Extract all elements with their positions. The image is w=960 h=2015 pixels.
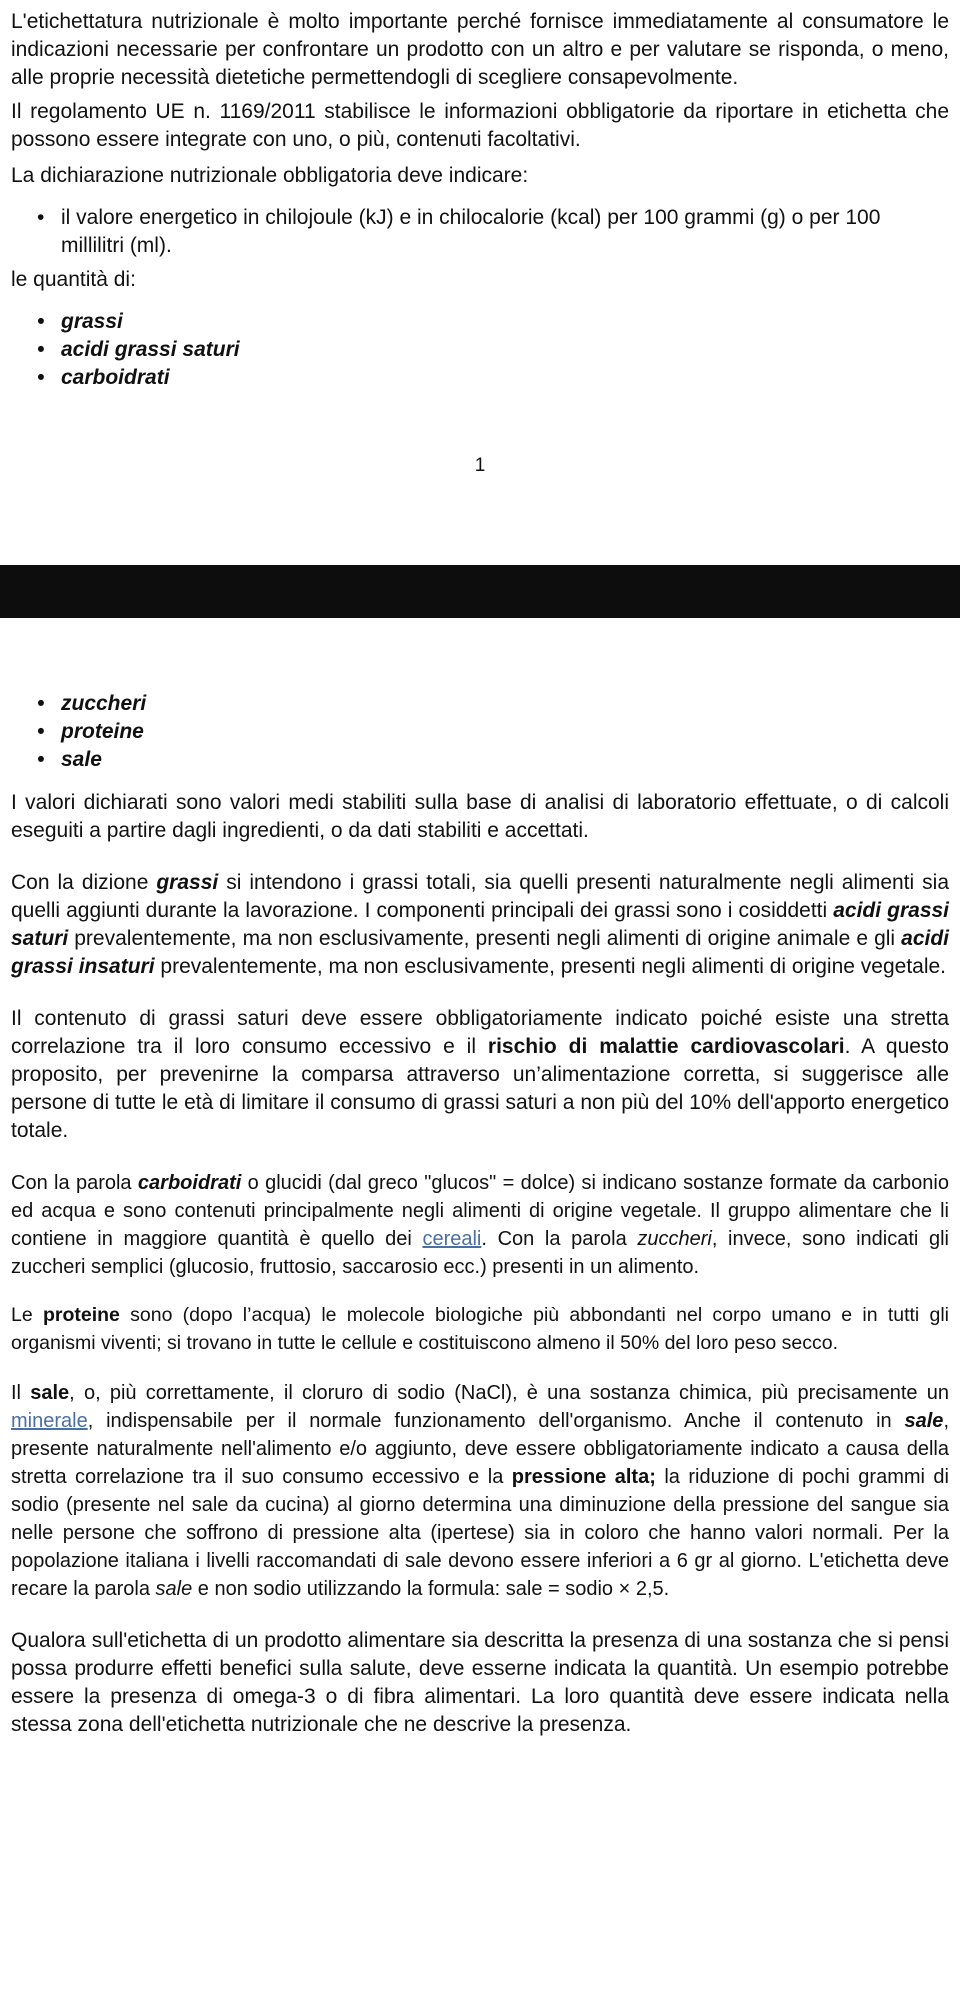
nutrient-list-2 (11, 690, 949, 774)
term-high-pressure: pressione alta; (511, 1466, 656, 1488)
page-number: 1 (474, 455, 486, 476)
term-carboidrati: carboidrati (137, 1172, 242, 1194)
term-proteine: proteine (42, 1304, 120, 1326)
document-page-1 (0, 0, 960, 565)
list-item: • sale (11, 746, 949, 774)
list-item: • proteine (11, 718, 949, 746)
salt-paragraph: Il sale, o, più correttamente, il cloruro di sodio (NaCl), è una sostanza chimica, più precisamente un minerale, indispensabile per il normale funzionamento dell'organismo. Anche il contenuto in sale, presente naturalmente nell'alimento e/o aggiunto, deve essere obbligatoriamente indicato a causa della stretta correlazione tra il suo consumo eccessivo e la pressione alta; la riduzione di pochi grammi di sodio (presente nel sale da cucina) al giorno determina una diminuzione della pressione del sangue sia nelle persone che soffrono di pressione alta (ipertese) sia in coloro che hanno valori normali. Per la popolazione italiana i livelli raccomandati di sale devono essere inferiori a 6 gr al giorno. L'etichetta deve recare la parola sale e non sodio utilizzando la formula: sale = sodio × 2,5. (11, 1382, 949, 1600)
list-item: • il valore energetico in chilojoule (kJ) e in chilocalorie (kcal) per 100 grammi (g) o per 100 millilitri (ml). (11, 204, 949, 260)
page-2-content (11, 690, 949, 1739)
term-sale-label: sale (155, 1578, 193, 1600)
regulation-paragraph: Il regolamento UE n. 1169/2011 stabilisce le informazioni obbligatorie da riportare in etichetta che possono essere integrate con uno, o più, contenuti facoltativi. (11, 100, 949, 151)
values-paragraph: I valori dichiarati sono valori medi stabiliti sulla base di analisi di laboratorio effettuate, o di calcoli eseguiti a partire dagli ingredienti, o da dati stabiliti e accettati. (11, 791, 949, 842)
mandatory-declaration-paragraph: La dichiarazione nutrizionale obbligatoria deve indicare: (11, 164, 529, 187)
term-sale: sale (30, 1382, 70, 1404)
term-grassi: grassi (156, 871, 219, 894)
page-1-content (11, 8, 949, 392)
saturated-fats-paragraph: Il contenuto di grassi saturi deve essere obbligatoriamente indicato poiché esiste una stretta correlazione tra il loro consumo eccessivo e il rischio di malattie cardiovascolari. A questo proposito, per prevenirne la comparsa attraverso un’alimentazione corretta, si suggerisce alle persone di tutte le età di limitare il consumo di grassi saturi a non più del 10% dell'apporto energetico totale. (11, 1007, 949, 1142)
proteins-paragraph: Le proteine sono (dopo l’acqua) le molecole biologiche più abbondanti nel corpo umano e in tutti gli organismi viventi; si trovano in tutte le cellule e costituiscono almeno il 50% del loro peso secco. (11, 1304, 950, 1354)
fats-paragraph: Con la dizione grassi si intendono i grassi totali, sia quelli presenti naturalmente negli alimenti sia quelli aggiunti durante la lavorazione. I componenti principali dei grassi sono i cosiddetti acidi grassi saturi prevalentemente, ma non esclusivamente, presenti negli alimenti di origine animale e gli acidi grassi insaturi prevalentemente, ma non esclusivamente, presenti negli alimenti di origine vegetale. (11, 871, 950, 978)
list-item: • carboidrati (11, 364, 949, 392)
nutrient-list-1 (11, 308, 949, 392)
term-zuccheri: zuccheri (637, 1228, 712, 1250)
minerale-link[interactable]: minerale (11, 1410, 88, 1432)
page-separator (0, 565, 960, 618)
term-cardiovascular-risk: rischio di malattie cardiovascolari (487, 1035, 845, 1058)
health-claims-paragraph: Qualora sull'etichetta di un prodotto alimentare sia descritta la presenza di una sostanza che si pensi possa produrre effetti benefici sulla salute, deve esserne indicata la quantità. Un esempio potrebbe essere la presenza di omega-3 o di fibra alimentari. La loro quantità deve essere indicata nella stessa zona dell'etichetta nutrizionale che ne descrive la presenza. (11, 1629, 949, 1736)
cereali-link[interactable]: cereali (422, 1228, 482, 1250)
term-saturated-fats: acidi grassi saturi (11, 899, 950, 950)
list-item: • grassi (11, 308, 949, 336)
carbohydrates-paragraph: Con la parola carboidrati o glucidi (dal greco "glucos" = dolce) si indicano sostanze formate da carbonio ed acqua e sono contenuti principalmente negli alimenti di origine vegetale. Il gruppo alimentare che li contiene in maggiore quantità è quello dei cereali. Con la parola zuccheri, invece, sono indicati gli zuccheri semplici (glucosio, fruttosio, saccarosio ecc.) presenti in un alimento. (11, 1172, 950, 1278)
energy-list (11, 204, 949, 260)
quantity-intro: le quantità di: (11, 268, 136, 291)
list-item: • zuccheri (11, 690, 949, 718)
list-item: • acidi grassi saturi (11, 336, 949, 364)
intro-paragraph: L'etichettatura nutrizionale è molto importante perché fornisce immediatamente al consumatore le indicazioni necessarie per confrontare un prodotto con un altro e per valutare se risponda, o meno, alle proprie necessità dietetiche permettendogli di scegliere consapevolmente. (11, 10, 949, 89)
term-sale-italic: sale (904, 1410, 944, 1432)
document-page-2 (0, 618, 960, 2015)
term-unsaturated-fats: acidi grassi insaturi (11, 927, 949, 978)
